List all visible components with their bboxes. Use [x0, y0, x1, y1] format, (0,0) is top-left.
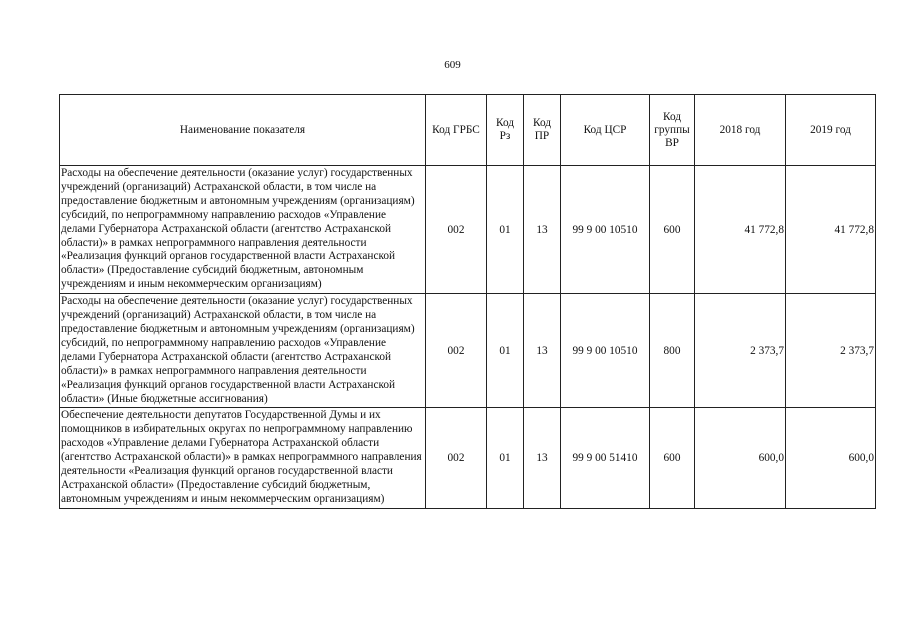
page-number: 609	[444, 59, 461, 71]
row-rz-cell: 01	[487, 408, 524, 508]
row-name-cell: Обеспечение деятельности депутатов Государственной Думы и их помощников в избирательных округах по непрограммному направлению расходов «Управление делами Губернатора Астраханской области (агентство Астраханской области)» в рамках непрограммного направления деятельности «Реализация функций органов государственной власти Астраханской области» (Предоставление субсидий бюджетным, автономным учреждениям и иным некоммерческим организациям)	[60, 408, 426, 508]
row-rz-cell: 01	[487, 166, 524, 294]
row-csr-cell: 99 9 00 10510	[561, 166, 650, 294]
row-csr-cell: 99 9 00 10510	[561, 294, 650, 408]
header-vr-line-2: группы	[654, 123, 690, 136]
header-rz	[487, 95, 524, 166]
header-grbs: Код ГРБС	[426, 95, 487, 166]
header-csr: Код ЦСР	[561, 95, 650, 166]
row-name-cell: Расходы на обеспечение деятельности (оказание услуг) государственных учреждений (организаций) Астраханской области, в том числе на предоставление бюджетным и автономным учреждениям (организациям) субсидий, по непрограммному направлению расходов «Управление делами Губернатора Астраханской области (агентство Астраханской области)» в рамках непрограммного направления деятельности «Реализация функций органов государственной власти Астраханской области» (Предоставление субсидий бюджетным, автономным учреждениям и иным некоммерческим организациям)	[60, 166, 426, 294]
header-rz-line-1: Код	[495, 117, 515, 129]
row-vr-cell: 600	[650, 408, 695, 508]
header-pr-line-2: ПР	[534, 130, 550, 142]
header-2018: 2018 год	[695, 95, 786, 166]
header-rz-line-2: Рз	[499, 130, 511, 142]
header-name: Наименование показателя	[60, 95, 426, 166]
row-pr-cell: 13	[524, 166, 561, 294]
row-grbs-cell: 002	[426, 408, 487, 508]
header-row	[60, 95, 876, 166]
budget-table	[59, 94, 876, 509]
row-2018-cell: 2 373,7	[695, 294, 786, 408]
row-2018-cell: 41 772,8	[695, 166, 786, 294]
row-csr-cell: 99 9 00 51410	[561, 408, 650, 508]
table-row	[60, 408, 876, 508]
header-vr	[650, 95, 695, 166]
row-name-cell: Расходы на обеспечение деятельности (оказание услуг) государственных учреждений (организаций) Астраханской области, в том числе на предоставление бюджетным и автономным учреждениям (организациям) субсидий, по непрограммному направлению расходов «Управление делами Губернатора Астраханской области (агентство Астраханской области)» в рамках непрограммного направления деятельности «Реализация функций органов государственной власти Астраханской области» (Иные бюджетные ассигнования)	[60, 294, 426, 408]
row-2019-cell: 2 373,7	[786, 294, 876, 408]
row-grbs-cell: 002	[426, 166, 487, 294]
header-vr-line-3: ВР	[665, 136, 679, 149]
row-grbs-cell: 002	[426, 294, 487, 408]
row-2018-cell: 600,0	[695, 408, 786, 508]
header-pr-line-1: Код	[532, 117, 552, 129]
header-vr-line-1: Код	[662, 110, 682, 123]
row-pr-cell: 13	[524, 294, 561, 408]
row-pr-cell: 13	[524, 408, 561, 508]
row-2019-cell: 41 772,8	[786, 166, 876, 294]
row-vr-cell: 600	[650, 166, 695, 294]
table-row	[60, 294, 876, 408]
header-2019: 2019 год	[786, 95, 876, 166]
row-vr-cell: 800	[650, 294, 695, 408]
header-pr	[524, 95, 561, 166]
row-rz-cell: 01	[487, 294, 524, 408]
row-2019-cell: 600,0	[786, 408, 876, 508]
table-row	[60, 166, 876, 294]
